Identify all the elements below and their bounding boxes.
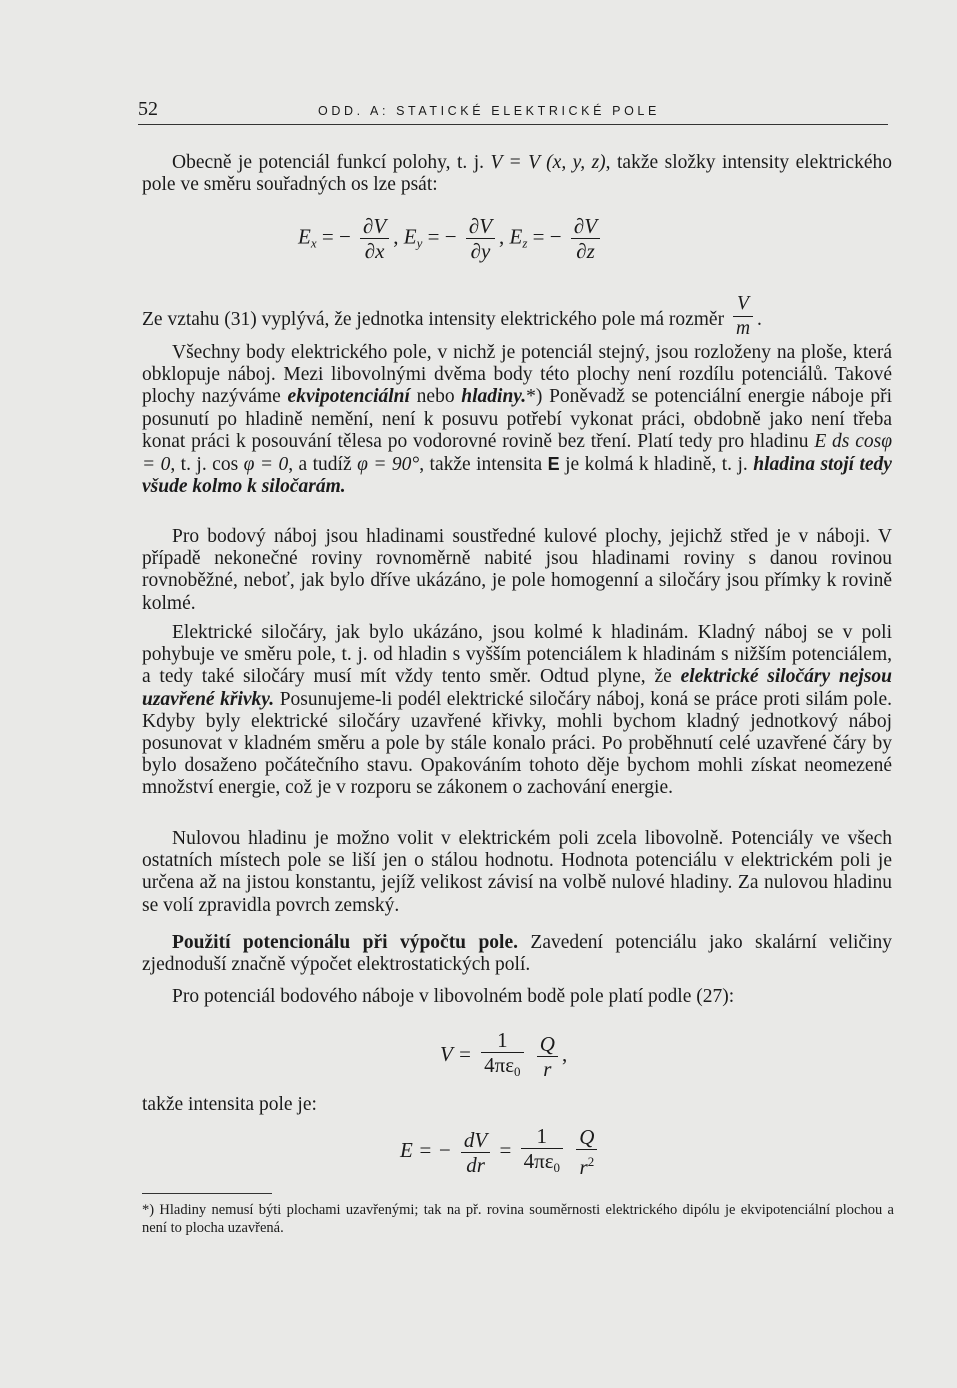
- para3-text-6: , takže intensita: [419, 454, 548, 476]
- eq3-lhs: E = −: [400, 1137, 452, 1162]
- eq3-den-2: 4πε: [523, 1149, 554, 1173]
- ey-num: ∂V: [466, 214, 495, 239]
- ex-minus: = −: [321, 224, 351, 249]
- eq3-frac-1: [461, 1128, 490, 1177]
- ez-fraction: [571, 214, 600, 263]
- para3-emphasis: hladina stojí tedy všude kolmo k siločarám.: [142, 454, 892, 498]
- ey-fraction: [466, 214, 495, 263]
- para5-text-1: Elektrické siločáry, jak bylo ukázáno, jsou kolmé k hladinám. Kladný náboj se v poli pohybuje ve směru pole, t. j. od hladin s vyšším potenciálem k hladinám s nižším potenciálem, a tedy také siločáry musí mít vždy tento směr. Odtud plyne, že: [142, 622, 892, 688]
- section-heading: Použití potencionálu při výpočtu pole.: [172, 932, 518, 953]
- para3-formula-3: φ = 90°: [357, 454, 420, 476]
- header-rule: [138, 124, 888, 125]
- para3-text-4: , t. j. cos: [170, 454, 244, 476]
- eq2-den-1: 4πε: [484, 1053, 515, 1077]
- eq3-den-2-sub: 0: [553, 1160, 561, 1175]
- para3-text-3: *) Poněvadž se potenciální energie náboje při posunutí po hladině nemění, není k posuvu potřebí vykonat práci, obdobně jako není třeba konat práci k posouvání tělesa po vodorovné rovině bez tření. Platí tedy pro hladinu: [142, 386, 892, 452]
- para9-text: takže intensita pole je:: [142, 1094, 317, 1115]
- ez-den: ∂z: [576, 239, 595, 263]
- para1-formula: V = V (x, y, z): [490, 152, 606, 173]
- ex-comma: ,: [393, 224, 399, 249]
- eq3-num-2: 1: [521, 1124, 563, 1149]
- equation-field-components: [298, 214, 604, 263]
- para5-emphasis: elektrické siločáry nejsou uzavřené křivky.: [142, 666, 893, 710]
- para8-text: Pro potenciál bodového náboje v libovolném bodě pole platí podle (27):: [172, 986, 735, 1007]
- para7-text: Zavedení potenciálu jako skalární veličiny zjednoduší značně výpočet elektrostatických polí.: [142, 932, 892, 976]
- paragraph-7: [142, 932, 892, 980]
- ex-subscript: x: [310, 235, 317, 251]
- para5-text-2: Posunujeme-li podél elektrické siločáry náboj, koná se práce proti silám pole. Kdyby byly elektrické siločáry uzavřené křivky, mohli bychom kladný jednotkový náboj posunovat v kladném směru a pole by stále konalo práci. Po proběhnutí celé uzavřené čáry by bylo dosaženo počátečního stavu. Opakováním tohoto děje bychom mohli získat neomezené množství energie, což je v rozporu se zákonem o zachování energie.: [142, 688, 892, 799]
- footnote-rule: [142, 1193, 272, 1194]
- ez-num: ∂V: [571, 214, 600, 239]
- ex-fraction: [360, 214, 389, 263]
- para3-formula-2: φ = 0: [243, 454, 289, 476]
- paragraph-9: [142, 1094, 892, 1120]
- equation-intensity: [400, 1124, 601, 1180]
- equation-potential: [440, 1028, 567, 1084]
- para2-text: Ze vztahu (31) vyplývá, že jednotka intensity elektrického pole má rozměr: [142, 308, 725, 330]
- eq2-comma: ,: [561, 1041, 568, 1066]
- paragraph-5: [142, 622, 892, 804]
- eq2-num-2: Q: [537, 1032, 558, 1057]
- eq2-frac-1: [481, 1028, 523, 1084]
- eq2-num-1: 1: [481, 1028, 523, 1053]
- eq3-equals: =: [499, 1137, 512, 1162]
- eq3-den-3-sup: 2: [587, 1154, 595, 1169]
- unit-fraction: [733, 292, 753, 341]
- eq2-den-2: r: [543, 1056, 552, 1081]
- para3-text-1: Všechny body elektrického pole, v nichž je potenciál stejný, jsou rozloženy na ploše, která obklopuje náboj. Mezi libovolnými dvěma body této plochy není rozdílu potenciálů. Takové plochy nazýváme: [142, 342, 892, 408]
- term-hladiny: hladiny.: [461, 386, 527, 408]
- ey-comma: ,: [499, 224, 505, 249]
- unit-num: V: [733, 292, 753, 317]
- paragraph-4: [142, 526, 892, 619]
- ey-den: ∂y: [470, 239, 491, 263]
- eq2-lhs: V =: [440, 1041, 472, 1066]
- running-title: ODD. A: STATICKÉ ELEKTRICKÉ POLE: [318, 104, 660, 118]
- ey-symbol: E: [403, 224, 417, 249]
- para2-end: .: [757, 308, 762, 330]
- vector-E: E: [547, 454, 560, 475]
- paragraph-1: [142, 152, 892, 200]
- para3-text-7: je kolmá k hladině, t. j.: [559, 454, 754, 476]
- unit-den: m: [735, 318, 751, 339]
- ey-subscript: y: [416, 235, 423, 251]
- ez-subscript: z: [522, 235, 528, 251]
- eq3-den-1: dr: [466, 1152, 485, 1177]
- para1-post: , takže složky intensity elektrického pole ve směru souřadných os lze psát:: [142, 152, 892, 196]
- footnote: *) Hladiny nemusí býti plochami uzavřenými; tak na př. rovina souměrnosti elektrického dipólu je ekvipotenciální plochou a není to plocha uzavřená.: [142, 1202, 894, 1236]
- ex-den: ∂x: [364, 239, 385, 263]
- eq3-num-3: Q: [576, 1125, 597, 1150]
- eq3-frac-2: [521, 1124, 563, 1180]
- eq3-num-1: dV: [461, 1128, 490, 1153]
- eq3-frac-3: [576, 1125, 597, 1179]
- eq3-den-3: r: [579, 1155, 588, 1179]
- page-number: 52: [138, 98, 158, 120]
- eq2-den-1-sub: 0: [514, 1064, 521, 1079]
- para3-text-2: nebo: [409, 386, 462, 408]
- term-ekvipotencialni: ekvipotenciální: [287, 386, 410, 408]
- paragraph-6: [142, 828, 892, 921]
- ey-minus: = −: [427, 224, 457, 249]
- para4-text: Pro bodový náboj jsou hladinami soustředné kulové plochy, jejichž střed je v náboji. V případě nekonečné roviny rovnoměrně nabité jsou hladinami roviny s danou rovinou rovnoběžné, neboť, jak bylo dříve ukázáno, je pole homogenní a siločáry jsou přímky k rovině kolmé.: [142, 526, 892, 614]
- paragraph-3: [142, 342, 892, 502]
- ez-symbol: E: [509, 224, 523, 249]
- paragraph-8: [142, 986, 892, 1012]
- ex-symbol: E: [298, 224, 311, 249]
- ez-minus: = −: [532, 224, 562, 249]
- ex-num: ∂V: [360, 214, 389, 239]
- para3-formula-1: E ds cosφ = 0: [142, 430, 892, 476]
- eq2-frac-2: [537, 1032, 558, 1081]
- para3-text-5: , a tudíž: [288, 454, 358, 476]
- para6-text: Nulovou hladinu je možno volit v elektrickém poli zcela libovolně. Potenciály ve všech ostatních místech pole se liší jen o stálou hodnotu. Hodnota potenciálu v elektrickém poli je určena až na jistou konstantu, jejíž velikost závisí na volbě nulové hladiny. Za nulovou hladinu se volí zpravidla povrch zemský.: [142, 828, 892, 916]
- para1-pre: Obecně je potenciál funkcí polohy, t. j.: [172, 152, 491, 173]
